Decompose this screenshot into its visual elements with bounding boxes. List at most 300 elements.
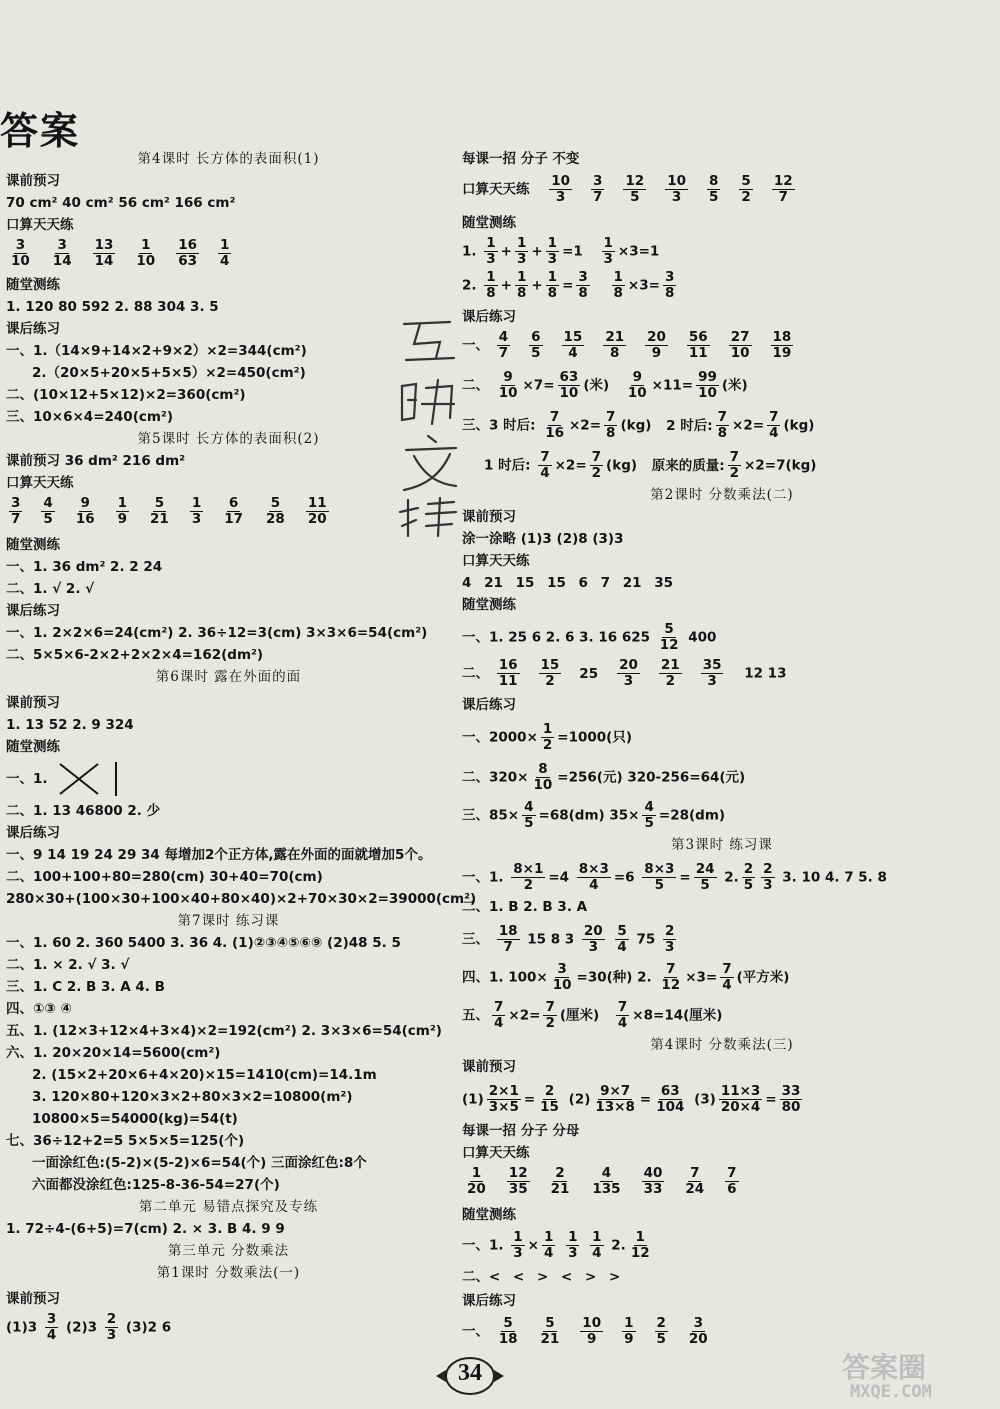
denominator: 3 xyxy=(588,939,598,955)
answer-line: 五、 $\frac{7}{4}$ ×2= $\frac{7}{2}$ (厘米) $\frac{7}{4}$ ×8=14(厘米) xyxy=(462,999,723,1031)
handwritten-note xyxy=(392,300,472,540)
numerator: 10 xyxy=(667,173,686,189)
denominator: 5 xyxy=(524,815,534,831)
numerator: 1 xyxy=(486,269,496,285)
lesson-title: 第3课时 练习课 xyxy=(671,837,773,853)
item-label: 2 时后: xyxy=(666,417,713,434)
lesson-title: 第5课时 长方体的表面积(2) xyxy=(137,431,320,447)
fraction xyxy=(566,1230,579,1261)
answer-line xyxy=(6,762,122,796)
fraction xyxy=(576,270,589,301)
fraction xyxy=(529,330,542,361)
denominator: 4 xyxy=(769,425,779,441)
answer-text: 3. 10 4. 7 5. 8 xyxy=(782,869,887,886)
answer-text: 12 13 xyxy=(744,665,787,682)
denominator: 4 xyxy=(540,465,550,481)
denominator: 5 xyxy=(700,877,710,893)
denominator: 3 xyxy=(603,251,613,267)
fraction xyxy=(541,722,554,753)
fraction xyxy=(511,862,545,893)
fraction xyxy=(522,800,535,831)
denominator: 10 xyxy=(559,385,579,401)
numerator: 4 xyxy=(498,329,509,345)
numerator: 9 xyxy=(632,369,642,385)
answer-text: =28(dm) xyxy=(658,807,726,824)
fraction-row xyxy=(546,173,810,205)
answer-line: 一、1. 60 2. 360 5400 3. 36 4. (1)②③④⑤⑥⑨ (2)48 5. 5 xyxy=(6,935,401,951)
denominator: 3 xyxy=(671,189,682,205)
fraction xyxy=(687,1316,710,1347)
denominator: 20 xyxy=(467,1181,486,1197)
fraction xyxy=(772,174,795,205)
numerator: 2 xyxy=(656,1315,666,1331)
denominator: 14 xyxy=(94,253,114,269)
denominator: 10 xyxy=(533,777,553,793)
numerator: 7 xyxy=(606,409,616,425)
fraction xyxy=(642,800,655,831)
answer-text: =256(元) 320-256=64(元) xyxy=(557,769,746,786)
item-label: 1 时后: xyxy=(484,457,531,474)
numerator: 1 xyxy=(141,237,151,253)
answer-text: 400 xyxy=(688,629,717,646)
fraction xyxy=(707,174,720,205)
tip-line: 每课一招 分子 不变 xyxy=(462,151,580,167)
answer-text: =68(dm) 35× xyxy=(538,807,640,824)
numerator: 16 xyxy=(178,237,197,253)
answer-line: 三、3 时后: $\frac{7}{16}$ ×2= $\frac{7}{8}$ (kg) 2 时后: $\frac{7}{8}$ ×2= $\frac{7}{4}$ (kg) xyxy=(462,409,815,441)
numerator: 40 xyxy=(643,1165,663,1181)
numerator: 1 xyxy=(117,495,128,511)
answer-text: =1000(只) xyxy=(557,729,633,746)
denominator: 5 xyxy=(743,877,754,893)
answer-line: 二、 $\frac{9}{10}$ ×7= $\frac{63}{10}$ (米) $\frac{9}{10}$ ×11= $\frac{99}{10}$ (米) xyxy=(462,369,748,401)
fraction xyxy=(616,1000,629,1031)
denominator: 3 xyxy=(547,251,558,267)
numerator: 10 xyxy=(582,1315,602,1331)
item-label: 三、 xyxy=(462,931,489,948)
numerator: 2×1 xyxy=(488,1083,519,1099)
numerator: 5 xyxy=(503,1315,513,1331)
fraction xyxy=(558,370,581,401)
fraction xyxy=(642,1166,665,1197)
denominator: 2 xyxy=(729,465,740,481)
fraction xyxy=(654,1084,686,1115)
answer-line: 1 时后: $\frac{7}{4}$ ×2= $\frac{7}{2}$ (kg) 原来的质量: $\frac{7}{2}$ ×2=7(kg) xyxy=(484,449,817,481)
numerator: 1 xyxy=(516,235,527,251)
watermark-brand: 答案圈 xyxy=(842,1351,927,1384)
answer-line: 七、36÷12+2=5 5×5×5=125(个) xyxy=(6,1133,245,1149)
denominator: 4 xyxy=(494,1015,504,1031)
numerator: 8×1 xyxy=(513,861,544,877)
denominator: 5 xyxy=(531,345,541,361)
answer-line: 课前预习 36 dm² 216 dm² xyxy=(6,453,186,469)
fraction xyxy=(93,238,116,269)
numerator: 1 xyxy=(547,269,558,285)
item-label: 二、 xyxy=(462,377,489,394)
answer-line xyxy=(462,1316,726,1347)
fraction xyxy=(683,1166,706,1197)
answer-text: =1 xyxy=(562,243,583,260)
answer-text: 二、320× xyxy=(462,769,529,786)
denominator: 4 xyxy=(617,939,627,955)
fraction xyxy=(41,496,54,527)
denominator: 3 xyxy=(707,673,717,689)
fraction xyxy=(771,330,794,361)
numerator: 3 xyxy=(593,173,603,189)
denominator: 3 xyxy=(568,1245,578,1261)
denominator: 28 xyxy=(266,511,285,527)
section-heading: 口算天天练 xyxy=(6,217,74,233)
section-heading: 随堂测练 xyxy=(6,739,60,755)
unit-text: (厘米) xyxy=(559,1007,600,1024)
answer-line: 一、1. $\frac{8\times 1}{2}$ =4 $\frac{8\times 3}{4}$ =6 $\frac{8\times 3}{5}$ = $\frac{24}{5}$ 2. $\frac{2}{5}$ $\frac{2}{3}$ 3. 10 4. 7 5. 8 xyxy=(462,861,887,893)
lesson-title: 第2课时 分数乘法(二) xyxy=(650,487,794,503)
answer-line: 70 cm² 40 cm² 56 cm² 166 cm² xyxy=(6,195,236,211)
section-heading: 课后练习 xyxy=(462,1293,516,1309)
fraction xyxy=(105,1312,118,1343)
answer-line: 2. (15×2+20×6+4×20)×15=1410(cm)=14.1m xyxy=(32,1067,377,1083)
numerator: 33 xyxy=(781,1083,801,1099)
watermark xyxy=(842,1346,992,1406)
numerator: 63 xyxy=(660,1083,680,1099)
fraction xyxy=(218,238,231,269)
numerator: 18 xyxy=(498,923,518,939)
numerator: 1 xyxy=(542,721,553,737)
fraction xyxy=(742,862,755,893)
denominator: 8 xyxy=(606,425,616,441)
numerator: 20 xyxy=(647,329,666,345)
numerator: 1 xyxy=(613,269,623,285)
numerator: 56 xyxy=(688,329,708,345)
fraction xyxy=(542,1230,555,1261)
section-heading: 随堂测练 xyxy=(462,1207,516,1223)
section-heading: 口算天天练 xyxy=(462,181,530,198)
answer-line xyxy=(462,762,745,793)
denominator: 10 xyxy=(552,977,572,993)
denominator: 63 xyxy=(178,253,197,269)
fraction xyxy=(694,862,717,893)
fraction xyxy=(658,622,681,653)
fraction xyxy=(497,924,520,955)
denominator: 7 xyxy=(498,345,509,361)
denominator: 8 xyxy=(610,345,620,361)
answer-line: 280×30+(100×30+100×40+80×40)×2+70×30×2=39000(cm²) xyxy=(6,891,477,907)
numerator: 10 xyxy=(551,173,570,189)
denominator: 80 xyxy=(781,1099,801,1115)
section-heading: 随堂测练 xyxy=(6,277,60,293)
numerator: 21 xyxy=(660,657,680,673)
answer-line: 4 21 15 15 6 7 21 35 xyxy=(462,575,674,591)
answer-text: (3)2 6 xyxy=(125,1319,172,1336)
fraction xyxy=(728,450,741,481)
fraction xyxy=(655,1316,668,1347)
numerator: 4 xyxy=(43,495,53,511)
numerator: 7 xyxy=(729,449,740,465)
answer-line: 六面都没涂红色:125-8-36-54=27(个) xyxy=(32,1177,280,1193)
denominator: 20×4 xyxy=(720,1099,761,1115)
numerator: 21 xyxy=(605,329,625,345)
fraction xyxy=(729,330,752,361)
denominator: 3 xyxy=(623,673,634,689)
answer-text: ×3=1 xyxy=(617,243,660,260)
denominator: 104 xyxy=(656,1099,685,1115)
denominator: 18 xyxy=(498,1331,518,1347)
denominator: 2 xyxy=(665,673,675,689)
numerator: 5 xyxy=(617,923,627,939)
fraction xyxy=(602,236,615,267)
numerator: 2 xyxy=(763,861,773,877)
answer-text: (1)3 xyxy=(6,1319,38,1336)
answer-line: 二、1. × 2. √ 3. √ xyxy=(6,957,130,973)
answer-line xyxy=(462,622,716,653)
answer-line: 二、1. B 2. B 3. A xyxy=(462,899,588,915)
numerator: 1 xyxy=(592,1229,602,1245)
answer-line xyxy=(462,658,786,689)
fraction xyxy=(659,962,682,993)
numerator: 12 xyxy=(625,173,645,189)
numerator: 24 xyxy=(695,861,715,877)
numerator: 12 xyxy=(773,173,793,189)
numerator: 7 xyxy=(545,999,555,1015)
fraction xyxy=(687,330,710,361)
lesson-title: 第7课时 练习课 xyxy=(177,913,280,929)
fraction xyxy=(612,270,625,301)
fraction-row xyxy=(494,329,810,361)
fraction xyxy=(593,1084,637,1115)
fraction xyxy=(134,238,157,269)
fraction xyxy=(306,496,329,527)
denominator: 7 xyxy=(593,189,603,205)
numerator: 3 xyxy=(57,237,67,253)
denominator: 8 xyxy=(516,285,527,301)
numerator: 3 xyxy=(46,1311,57,1327)
numerator: 2 xyxy=(106,1311,117,1327)
fraction xyxy=(665,174,688,205)
denominator: 9 xyxy=(651,345,662,361)
section-heading: 随堂测练 xyxy=(462,215,516,231)
section-heading: 口算天天练 xyxy=(462,553,530,569)
numerator: 11 xyxy=(307,495,327,511)
fraction xyxy=(176,238,199,269)
fraction xyxy=(148,496,171,527)
numerator: 3 xyxy=(693,1315,703,1331)
numerator: 9 xyxy=(80,495,90,511)
fraction-row xyxy=(494,1315,726,1347)
denominator: 7 xyxy=(503,939,513,955)
denominator: 8 xyxy=(613,285,623,301)
denominator: 12 xyxy=(630,1245,650,1261)
fraction xyxy=(719,1084,763,1115)
page-number: 34 xyxy=(458,1360,482,1386)
denominator: 2 xyxy=(545,1015,555,1031)
cross-lines-icon xyxy=(52,762,122,796)
item-label: 五、 xyxy=(462,1007,489,1024)
numerator: 1 xyxy=(624,1315,634,1331)
fraction xyxy=(51,238,74,269)
answer-line: 1. 120 80 592 2. 88 304 3. 5 xyxy=(6,299,219,315)
numerator: 7 xyxy=(540,449,550,465)
lesson-title: 第4课时 分数乘法(三) xyxy=(650,1037,794,1053)
numerator: 7 xyxy=(690,1165,700,1181)
denominator: 9 xyxy=(624,1331,634,1347)
answer-text: (2)3 xyxy=(65,1319,98,1336)
fraction xyxy=(580,1316,603,1347)
fraction xyxy=(549,1166,572,1197)
section-heading: 课前预习 xyxy=(462,1059,516,1075)
denominator: 135 xyxy=(592,1181,621,1197)
numerator: 8 xyxy=(709,173,719,189)
denominator: 8 xyxy=(717,425,728,441)
numerator: 27 xyxy=(730,329,750,345)
numerator: 4 xyxy=(524,799,534,815)
fraction xyxy=(543,1000,556,1031)
denominator: 8 xyxy=(547,285,558,301)
numerator: 7 xyxy=(591,449,602,465)
fraction xyxy=(507,1166,530,1197)
fraction xyxy=(497,658,520,689)
answer-line: 三、10×6×4=240(cm²) xyxy=(6,409,174,425)
watermark-url: MXQE.COM xyxy=(850,1382,932,1402)
fraction xyxy=(9,496,22,527)
item-label: 一、1. xyxy=(462,1237,504,1254)
section-heading: 课后练习 xyxy=(462,697,516,713)
fraction xyxy=(546,270,559,301)
lesson-title: 第1课时 分数乘法(一) xyxy=(156,1265,301,1281)
numerator: 9×7 xyxy=(600,1083,631,1099)
numerator: 12 xyxy=(508,1165,528,1181)
numerator: 8×3 xyxy=(644,861,675,877)
denominator: 10 xyxy=(698,385,717,401)
numerator: 4 xyxy=(644,799,654,815)
denominator: 2 xyxy=(591,465,602,481)
answer-line: 二、(10×12+5×12)×2=360(cm²) xyxy=(6,387,246,403)
numerator: 1 xyxy=(635,1229,645,1245)
fraction xyxy=(604,410,617,441)
answer-line: 一、1. $\frac{1}{3}$ × $\frac{1}{4}$ $\frac{1}{3}$ $\frac{1}{4}$ 2. $\frac{1}{12}$ xyxy=(462,1229,650,1261)
denominator: 4 xyxy=(543,1245,554,1261)
unit-text: (平方米) xyxy=(736,969,790,986)
numerator: 4 xyxy=(601,1165,612,1181)
answer-line: 二、1. 13 46800 2. 少 xyxy=(6,803,161,819)
answer-line: 1. 72÷4-(6+5)=7(cm) 2. × 3. B 4. 9 9 xyxy=(6,1221,285,1237)
answer-line: 二、< < > < > > xyxy=(462,1269,621,1285)
numerator: 1 xyxy=(191,495,202,511)
denominator: 3 xyxy=(191,511,202,527)
numerator: 20 xyxy=(619,657,638,673)
denominator: 5 xyxy=(644,815,654,831)
fraction xyxy=(629,1230,652,1261)
numerator: 63 xyxy=(559,369,579,385)
denominator: 2 xyxy=(542,737,553,753)
answer-line: 二、5×5×6-2×2+2×2×4=162(dm²) xyxy=(6,647,264,663)
fraction xyxy=(590,1166,622,1197)
denominator: 5 xyxy=(630,189,640,205)
denominator: 19 xyxy=(772,345,792,361)
numerator: 5 xyxy=(664,621,674,637)
denominator: 4 xyxy=(219,253,230,269)
numerator: 35 xyxy=(702,657,722,673)
numerator: 2 xyxy=(555,1165,565,1181)
denominator: 9 xyxy=(117,511,128,527)
fraction xyxy=(515,236,528,267)
section-heading: 课前预习 xyxy=(462,509,516,525)
unit-title: 第三单元 分数乘法 xyxy=(167,1243,290,1259)
fraction xyxy=(582,924,605,955)
answer-line: 一、9 14 19 24 29 34 每增加2个正方体,露在外面的面就增加5个。 xyxy=(6,847,432,863)
numerator: 1 xyxy=(568,1229,578,1245)
denominator: 4 xyxy=(568,345,578,361)
fraction xyxy=(515,270,528,301)
item-label: 三、3 时后: xyxy=(462,417,536,434)
oral-line xyxy=(462,174,811,205)
denominator: 5 xyxy=(654,877,665,893)
section-heading: 课前预习 xyxy=(6,1291,60,1307)
numerator: 3 xyxy=(578,269,588,285)
fraction xyxy=(626,370,649,401)
answer-line xyxy=(6,1312,171,1343)
answer-line: 3. 120×80+120×3×2+80×3×2=10800(m²) xyxy=(32,1089,353,1105)
fraction xyxy=(591,174,604,205)
denominator: 5 xyxy=(656,1331,666,1347)
denominator: 4 xyxy=(46,1327,57,1343)
denominator: 24 xyxy=(685,1181,705,1197)
answer-text: ×8=14(厘米) xyxy=(632,1007,723,1024)
answer-text: 75 xyxy=(636,931,656,948)
item-label: 一、 xyxy=(462,337,489,354)
unit-title: 第二单元 易错点探究及专练 xyxy=(138,1199,319,1215)
answer-line: 1. 13 52 2. 9 324 xyxy=(6,717,134,733)
numerator: 15 xyxy=(540,657,560,673)
fraction xyxy=(45,1312,58,1343)
numerator: 7 xyxy=(549,409,560,425)
section-heading: 课后练习 xyxy=(462,309,516,325)
denominator: 6 xyxy=(727,1181,737,1197)
fraction xyxy=(9,238,32,269)
unit-text: (kg) xyxy=(606,457,638,474)
answer-text: 一、1. 25 6 2. 6 3. 16 625 xyxy=(462,629,651,646)
lesson-title: 第4课时 长方体的表面积(1) xyxy=(137,151,320,167)
numerator: 7 xyxy=(617,999,628,1015)
answer-text: 15 8 3 xyxy=(527,931,575,948)
fraction xyxy=(780,1084,803,1115)
unit-text: (米) xyxy=(583,377,610,394)
fraction xyxy=(539,1316,562,1347)
fraction xyxy=(659,658,682,689)
item-label: 2. xyxy=(462,277,477,294)
numerator: 5 xyxy=(154,495,165,511)
denominator: 7 xyxy=(778,189,788,205)
numerator: 1 xyxy=(486,235,496,251)
numerator: 7 xyxy=(727,1165,737,1181)
answer-text: =4 xyxy=(548,869,570,886)
numerator: 1 xyxy=(219,237,230,253)
fraction xyxy=(511,1230,524,1261)
fraction xyxy=(645,330,668,361)
denominator: 4 xyxy=(617,1015,628,1031)
page-title: 答案 xyxy=(0,108,81,153)
denominator: 3 xyxy=(513,1245,523,1261)
denominator: 3 xyxy=(763,877,773,893)
fraction xyxy=(116,496,129,527)
numerator: 5 xyxy=(545,1315,555,1331)
denominator: 20 xyxy=(688,1331,708,1347)
denominator: 13×8 xyxy=(595,1099,635,1115)
section-heading: 课后练习 xyxy=(6,603,60,619)
numerator: 2 xyxy=(665,923,675,939)
answer-line xyxy=(462,800,725,831)
fraction xyxy=(487,1084,521,1115)
answer-line: 2. $\frac{1}{8}$ + $\frac{1}{8}$ + $\frac{1}{8}$ = $\frac{3}{8}$ $\frac{1}{8}$ ×3= $\frac{3}{8}$ xyxy=(462,269,675,301)
